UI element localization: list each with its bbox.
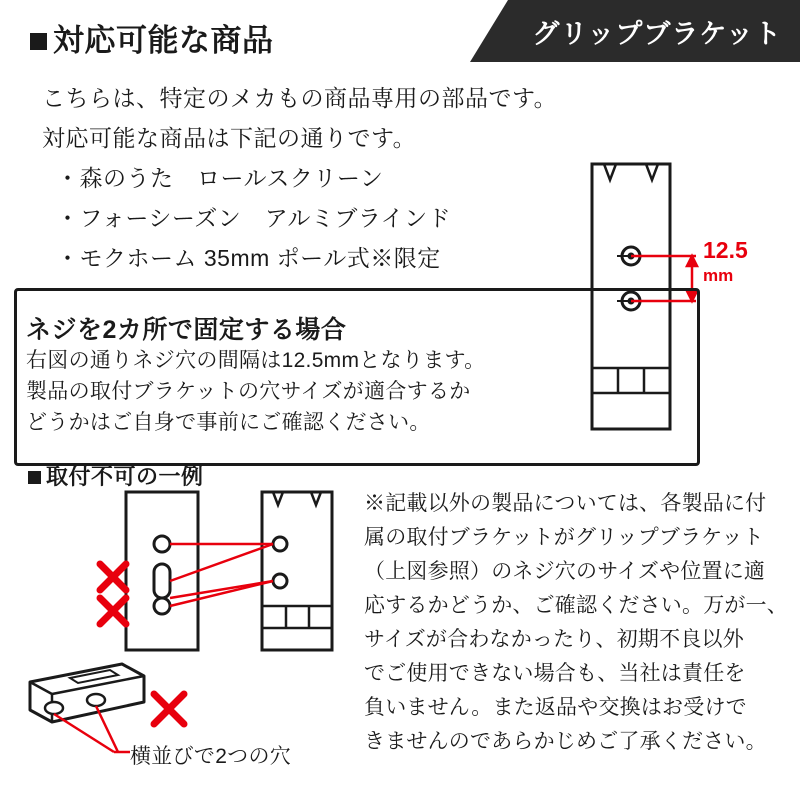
page-title — [30, 15, 274, 60]
dimension-label — [703, 239, 748, 287]
note-line-5: サイズが合わなかったり、初期不良以外 — [364, 628, 744, 651]
ng-section-title-text: 取付不可の一例 — [46, 464, 204, 489]
screw-section-title: ネジを2カ所で固定する場合 — [26, 316, 347, 344]
note-line-1: ※記載以外の製品については、各製品に付 — [364, 492, 767, 515]
intro-block — [42, 78, 557, 278]
intro-line-2: 対応可能な商品は下記の通りです。 — [42, 125, 417, 151]
square-bullet-small-icon — [28, 471, 41, 484]
intro-line-1: こちらは、特定のメカもの商品専用の部品です。 — [42, 85, 558, 111]
note-line-4: 応するかどうか、ご確認ください。万が一、 — [364, 594, 788, 617]
intro-item-3: ・モクホーム 35mm ポール式※限定 — [56, 245, 441, 271]
dimension-value: 12.5 — [703, 237, 748, 263]
ng-caption: 横並びで2つの穴 — [130, 745, 292, 768]
note-line-2: 属の取付ブラケットがグリップブラケット — [364, 526, 764, 549]
note-line-7: 負いません。また返品や交換はお受けで — [364, 696, 747, 719]
screw-section-body — [26, 345, 485, 438]
note-line-3: （上図参照）のネジ穴のサイズや位置に適 — [364, 560, 766, 583]
screw-line-3: どうかはご自身で事前にご確認ください。 — [26, 411, 431, 434]
intro-item-2: ・フォーシーズン アルミブラインド — [56, 205, 452, 231]
ng-cross-icon — [100, 564, 126, 624]
screw-line-2: 製品の取付ブラケットの穴サイズが適合するか — [26, 380, 471, 403]
header-tab-label: グリップブラケット — [532, 19, 782, 49]
note-line-6: でご使用できない場合も、当社は責任を — [364, 662, 746, 685]
note-block — [364, 487, 788, 759]
page-title-text: 対応可能な商品 — [53, 23, 274, 58]
screw-line-1: 右図の通りネジ穴の間隔は12.5mmとなります。 — [26, 349, 486, 372]
note-line-8: きませんのであらかじめご了承ください。 — [364, 730, 767, 753]
mounting-plate-illustration — [30, 664, 144, 722]
intro-item-1: ・森のうた ロールスクリーン — [56, 165, 384, 191]
square-bullet-icon — [30, 33, 47, 50]
ng-cross-icon-2 — [154, 694, 184, 724]
dimension-unit: mm — [703, 266, 734, 285]
